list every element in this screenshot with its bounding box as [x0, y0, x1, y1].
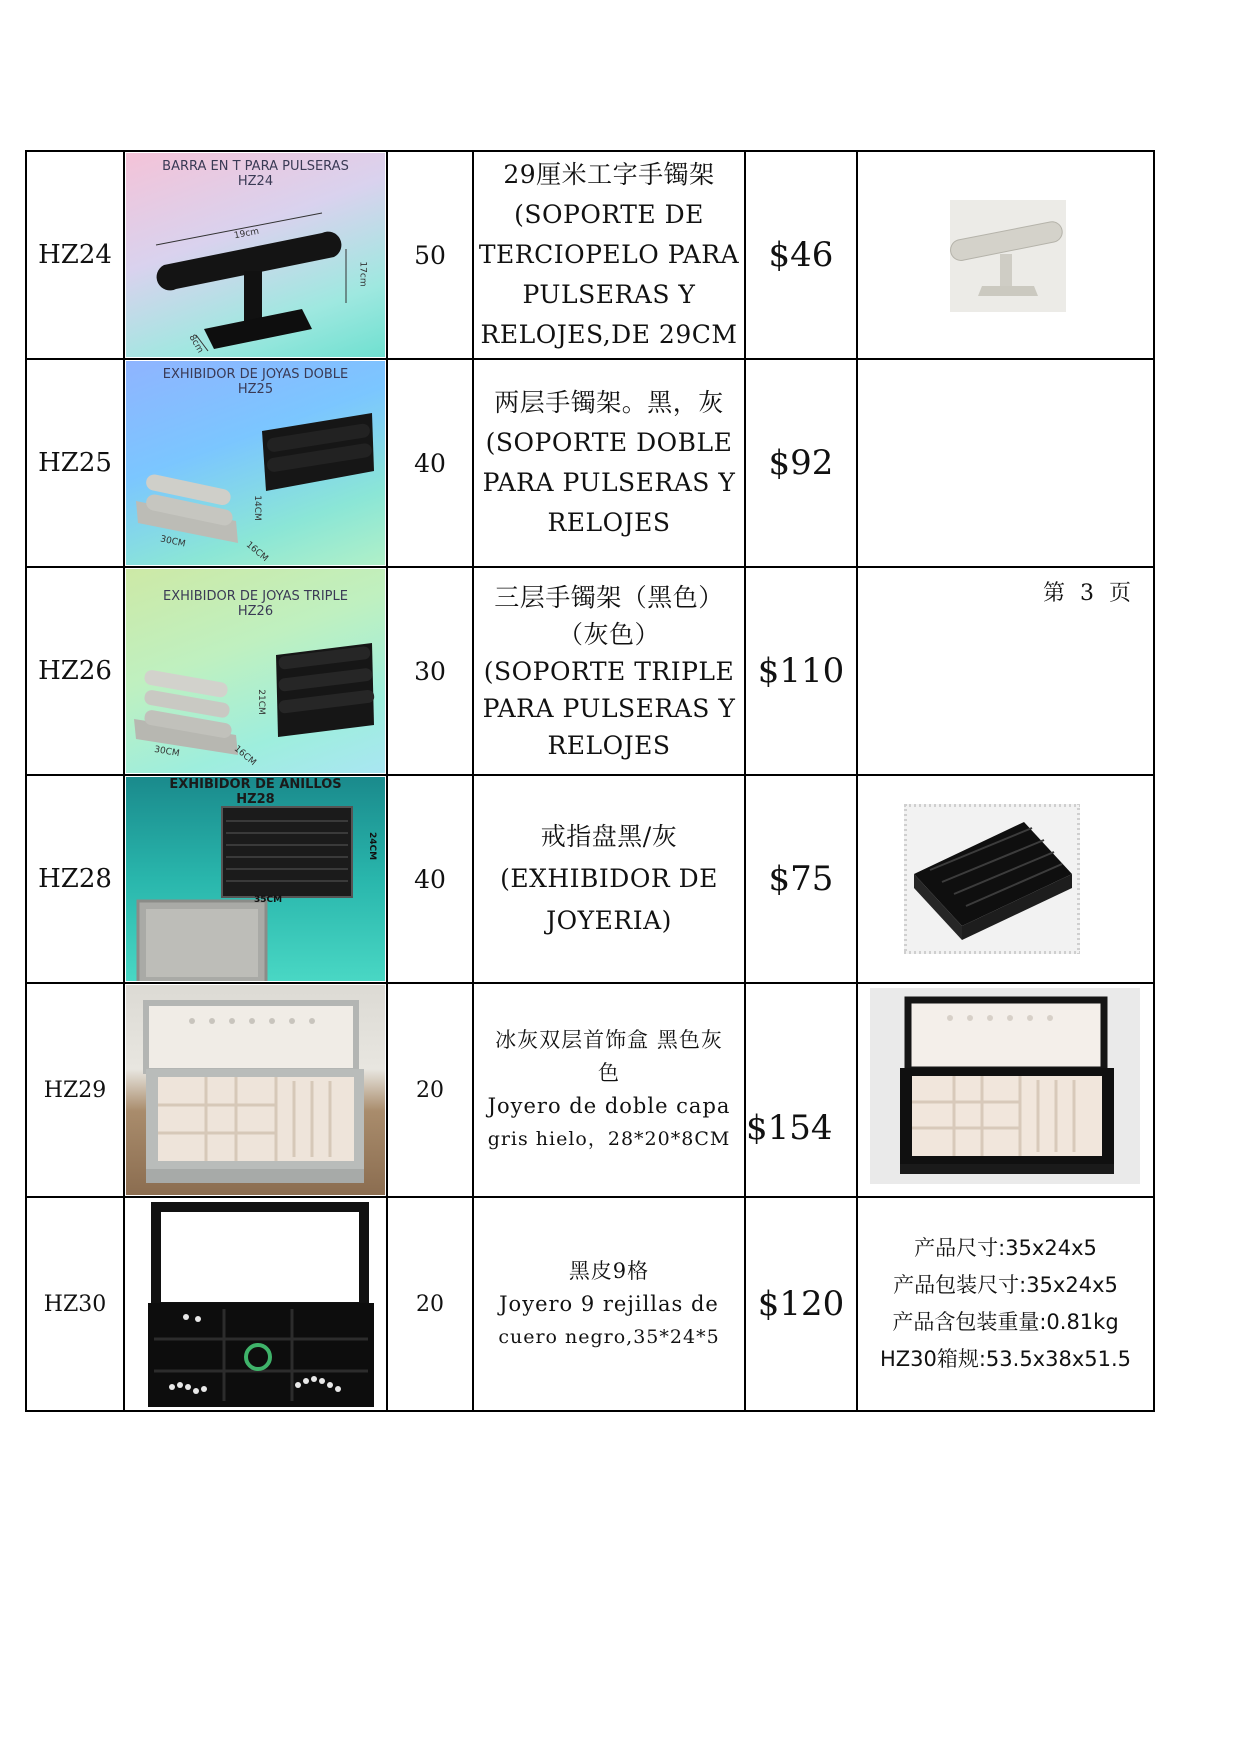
- extra-cell: [857, 359, 1154, 567]
- photo-caption-line: EXHIBIDOR DE JOYAS DOBLE: [162, 367, 349, 382]
- description: [473, 983, 745, 1197]
- page-number: 第 3 页: [1043, 581, 1135, 606]
- photo-caption-line: EXHIBIDOR DE ANILLOS: [169, 777, 342, 792]
- quantity: 40: [387, 359, 473, 567]
- description-line: cuero negro,35*24*5: [498, 1325, 720, 1348]
- quantity: 40: [387, 775, 473, 983]
- dimension-label: 30CM: [153, 744, 181, 760]
- extra-cell: [857, 1197, 1154, 1411]
- dimension-label: 35CM: [254, 895, 283, 905]
- product-photo-cell: [124, 359, 387, 567]
- dimension-label: 17cm: [357, 261, 368, 287]
- dimension-label: 16CM: [243, 539, 270, 565]
- product-photo-cell: [124, 775, 387, 983]
- product-code: HZ30: [26, 1197, 124, 1411]
- description-line: RELOJES,DE 29CM: [480, 320, 738, 349]
- product-table: [25, 150, 1155, 1412]
- dimension-label: 14CM: [251, 495, 262, 521]
- product-code: HZ29: [26, 983, 124, 1197]
- description: [473, 775, 745, 983]
- price: $110: [745, 567, 857, 775]
- product-photo: [126, 153, 385, 357]
- description-line: PULSERAS Y: [522, 280, 696, 309]
- product-photo-cell: [124, 151, 387, 359]
- table-row: [26, 151, 1154, 359]
- description-line: 黑皮9格: [568, 1258, 650, 1283]
- dimension-label: 21CM: [255, 689, 266, 715]
- product-photo: [126, 569, 385, 773]
- description-line: 戒指盘黑/灰: [540, 822, 678, 851]
- product-photo: [126, 985, 385, 1195]
- photo-caption-line: BARRA EN T PARA PULSERAS: [162, 159, 349, 174]
- description: [473, 151, 745, 359]
- price: $46: [745, 151, 857, 359]
- table-row: [26, 983, 1154, 1197]
- product-thumbnail: [870, 988, 1140, 1184]
- product-thumbnail: [950, 200, 1066, 312]
- description-line: 色: [598, 1061, 620, 1085]
- description: [473, 359, 745, 567]
- description-line: PARA PULSERAS Y: [482, 693, 736, 723]
- description-line: (SOPORTE DOBLE: [485, 428, 733, 457]
- product-photo-cell: [124, 1197, 387, 1411]
- spec-line: 产品包装尺寸:35x24x5: [893, 1273, 1118, 1297]
- extra-cell: [857, 775, 1154, 983]
- spec-list: [858, 1230, 1153, 1378]
- photo-caption: [126, 777, 385, 807]
- product-code: HZ24: [26, 151, 124, 359]
- description: [473, 567, 745, 775]
- jewelry-box-grey-image: [126, 985, 385, 1195]
- price: $92: [745, 359, 857, 567]
- description-line: (SOPORTE TRIPLE: [483, 656, 735, 686]
- photo-caption: [126, 367, 385, 397]
- photo-caption-code: HZ24: [237, 174, 274, 189]
- photo-caption-code: HZ26: [237, 604, 274, 619]
- extra-cell: [857, 567, 1154, 775]
- product-code: HZ26: [26, 567, 124, 775]
- table-row: [26, 775, 1154, 983]
- photo-caption-code: HZ25: [237, 382, 274, 397]
- product-photo-cell: [124, 983, 387, 1197]
- product-thumbnail: [904, 804, 1080, 954]
- description-line: gris hielo，28*20*8CM: [487, 1128, 731, 1150]
- table-row: [26, 567, 1154, 775]
- extra-cell: [857, 151, 1154, 359]
- description-line: 29厘米工字手镯架: [503, 160, 715, 189]
- spec-line: HZ30箱规:53.5x38x51.5: [879, 1347, 1132, 1371]
- ring-tray-image: [126, 777, 385, 981]
- description-line: TERCIOPELO PARA: [478, 240, 740, 269]
- description-line: RELOJES: [547, 508, 671, 537]
- dimension-label: 19cm: [233, 226, 260, 242]
- dimension-label: 24CM: [367, 831, 378, 861]
- spec-line: 产品尺寸:35x24x5: [914, 1236, 1097, 1260]
- description-line: RELOJES: [547, 730, 671, 760]
- description-line: 冰灰双层首饰盒 黑色灰: [495, 1028, 723, 1052]
- price: $120: [745, 1197, 857, 1411]
- quantity: 20: [387, 1197, 473, 1411]
- photo-caption: [126, 589, 385, 619]
- description-line: 两层手镯架。黑，灰: [494, 388, 724, 417]
- price: $75: [745, 775, 857, 983]
- description-line: Joyero de doble capa: [487, 1094, 731, 1118]
- extra-cell: [857, 983, 1154, 1197]
- product-photo: [126, 1199, 385, 1409]
- dimension-label: 16CM: [231, 743, 258, 769]
- description-line: 三层手镯架（黑色）: [494, 582, 724, 612]
- product-photo-cell: [124, 567, 387, 775]
- description-line: Joyero 9 rejillas de: [499, 1291, 719, 1316]
- description-line: JOYERIA): [546, 906, 672, 935]
- product-photo: [126, 361, 385, 565]
- table-row: [26, 359, 1154, 567]
- description-line: PARA PULSERAS Y: [482, 468, 736, 497]
- description-line: (EXHIBIDOR DE: [500, 864, 718, 893]
- price: $154: [745, 983, 857, 1197]
- photo-caption-code: HZ28: [236, 792, 275, 807]
- dimension-label: 30CM: [159, 534, 187, 550]
- description-line: （灰色）: [557, 619, 660, 649]
- dimension-label: 8cm: [186, 333, 205, 355]
- table-row: [26, 1197, 1154, 1411]
- spec-line: 产品含包装重量:0.81kg: [892, 1310, 1119, 1334]
- photo-caption-line: EXHIBIDOR DE JOYAS TRIPLE: [163, 589, 348, 604]
- product-photo: [126, 777, 385, 981]
- quantity: 30: [387, 567, 473, 775]
- product-code: HZ25: [26, 359, 124, 567]
- quantity: 20: [387, 983, 473, 1197]
- description-line: (SOPORTE DE: [514, 200, 704, 229]
- description: [473, 1197, 745, 1411]
- quantity: 50: [387, 151, 473, 359]
- jewelry-box-black-image: [126, 1199, 385, 1409]
- product-code: HZ28: [26, 775, 124, 983]
- photo-caption: [126, 159, 385, 189]
